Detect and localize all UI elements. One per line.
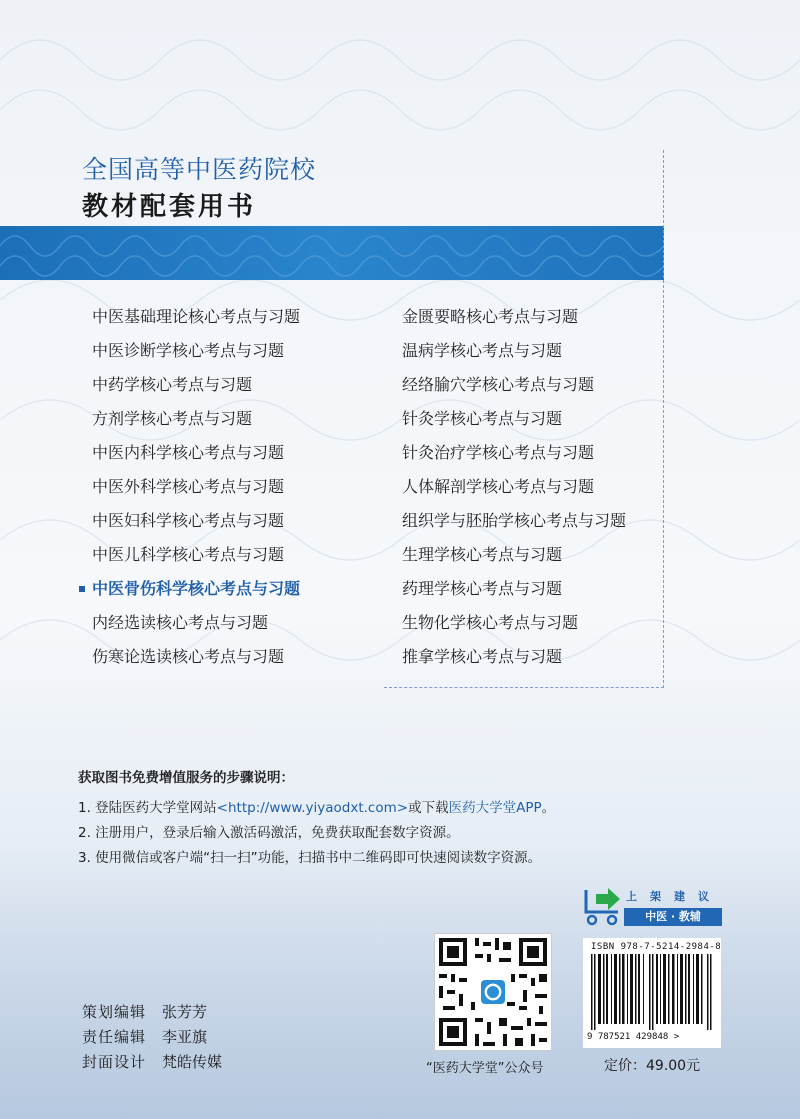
- price: 定价：49.00元: [604, 1058, 701, 1074]
- list-item: 中医儿科学核心考点与习题: [92, 545, 285, 564]
- square-bullet-icon: [79, 586, 85, 592]
- list-item: 生理学核心考点与习题: [402, 545, 563, 564]
- list-item: 伤寒论选读核心考点与习题: [92, 647, 285, 666]
- credit-name: 李亚旗: [162, 1028, 208, 1046]
- blue-pattern-band: [0, 226, 664, 280]
- isbn-label: ISBN 978-7-5214-2984-8: [591, 942, 722, 952]
- credit-name: 张芳芳: [162, 1003, 208, 1021]
- qr-caption: “医药大学堂”公众号: [426, 1061, 544, 1076]
- list-item: 中医基础理论核心考点与习题: [92, 307, 301, 326]
- series-title: 全国高等中医药院校: [82, 155, 317, 184]
- credits: [82, 1000, 222, 1075]
- list-item: 温病学核心考点与习题: [402, 341, 563, 360]
- credit-row: [82, 1000, 222, 1025]
- credit-row: [82, 1025, 222, 1050]
- dashed-divider-vertical: [663, 150, 664, 688]
- step-1-end: 。: [541, 800, 556, 816]
- cart-arrow-icon: [582, 882, 624, 928]
- step-1-prefix: 1. 登陆医药大学堂网站: [78, 800, 217, 816]
- current-book-label: 中医骨伤科学核心考点与习题: [92, 579, 301, 598]
- shelf-category: 中医 · 教辅: [624, 908, 722, 926]
- app-name: 医药大学堂APP: [448, 800, 542, 816]
- list-item: 组织学与胚胎学核心考点与习题: [402, 511, 627, 530]
- cloud-pattern-icon: [0, 226, 664, 280]
- list-item: 中医妇科学核心考点与习题: [92, 511, 285, 530]
- isbn-barcode: [583, 938, 721, 1048]
- website-link[interactable]: <http://www.yiyaodxt.com>: [216, 800, 409, 816]
- list-item: 金匮要略核心考点与习题: [402, 307, 579, 326]
- series-subtitle: 教材配套用书: [82, 192, 257, 222]
- list-item: 药理学核心考点与习题: [402, 579, 563, 598]
- isbn-digits: 9 787521 429848 >: [587, 1032, 680, 1042]
- list-item: 针灸学核心考点与习题: [402, 409, 563, 428]
- qr-code[interactable]: [434, 933, 552, 1051]
- shelf-suggestion-title: 上架建议: [626, 890, 722, 903]
- list-item: 推拿学核心考点与习题: [402, 647, 563, 666]
- book-list-right: [402, 305, 626, 679]
- step-2: 2. 注册用户，登录后输入激活码激活，免费获取配套数字资源。: [78, 825, 460, 841]
- barcode-icon: [587, 954, 717, 1030]
- step-1: [78, 796, 555, 821]
- list-item: 经络腧穴学核心考点与习题: [402, 375, 595, 394]
- list-item: 生物化学核心考点与习题: [402, 613, 579, 632]
- service-steps: [78, 766, 555, 871]
- step-3: 3. 使用微信或客户端“扫一扫”功能，扫描书中二维码即可快速阅读数字资源。: [78, 850, 542, 866]
- credit-role: 责任编辑: [82, 1028, 147, 1046]
- qr-code-icon: [435, 934, 551, 1050]
- dashed-divider-horizontal: [384, 687, 664, 688]
- list-item-current-book: [92, 577, 300, 611]
- list-item: 中医诊断学核心考点与习题: [92, 341, 285, 360]
- credit-row: [82, 1050, 222, 1075]
- book-list-left: [92, 305, 300, 679]
- step-1-mid: 或下载: [408, 800, 449, 816]
- credit-role: 策划编辑: [82, 1003, 147, 1021]
- credit-name: 梵皓传媒: [162, 1053, 223, 1071]
- list-item: 中医内科学核心考点与习题: [92, 443, 285, 462]
- list-item: 内经选读核心考点与习题: [92, 613, 269, 632]
- list-item: 方剂学核心考点与习题: [92, 409, 253, 428]
- steps-title: 获取图书免费增值服务的步骤说明：: [78, 770, 294, 786]
- list-item: 中药学核心考点与习题: [92, 375, 253, 394]
- credit-role: 封面设计: [82, 1053, 147, 1071]
- list-item: 人体解剖学核心考点与习题: [402, 477, 595, 496]
- shelf-suggestion: [582, 882, 722, 930]
- list-item: 中医外科学核心考点与习题: [92, 477, 285, 496]
- list-item: 针灸治疗学核心考点与习题: [402, 443, 595, 462]
